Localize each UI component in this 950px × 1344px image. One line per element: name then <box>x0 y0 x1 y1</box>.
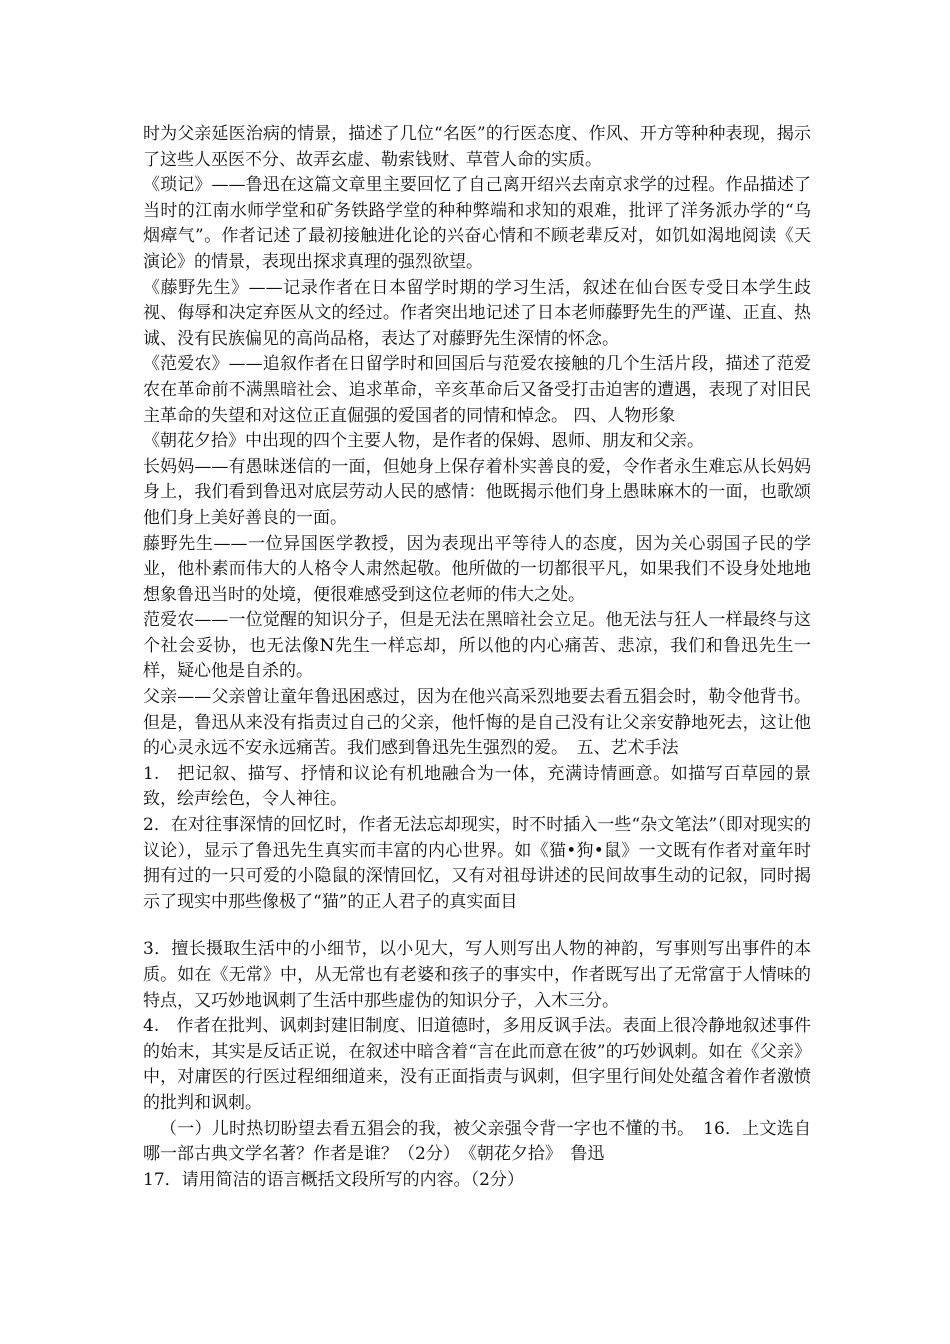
paragraph-technique-1: 1. 把记叙、描写、抒情和议论有机地融合为一体，充满诗情画意。如描写百草园的景致，绘声绘色，令人神往。 <box>143 763 811 810</box>
paragraph-tengye-character: 藤野先生——一位异国医学教授，因为表现出平等待人的态度，因为关心弱国子民的学业，他朴素而伟大的人格令人肃然起敬。他所做的一切都很平凡，如果我们不设身处地地想象鲁迅当时的处境，便很难感受到这位老师的伟大之处。 <box>143 533 811 605</box>
paragraph-question-16: （一）儿时热切盼望去看五猖会的我，被父亲强令背一字也不懂的书。 16．上文选自哪一部古典文学名著？作者是谁？（2分） 《朝花夕拾》 鲁迅 <box>143 1118 811 1165</box>
paragraph-question-17: 17．请用简洁的语言概括文段所写的内容。（2分） <box>143 1169 524 1190</box>
paragraph-technique-3: 3．擅长摄取生活中的小细节，以小见大，写人则写出人物的神韵，写事则写出事件的本质。如在《无常》中，从无常也有老婆和孩子的事实中，作者既写出了无常富于人情味的特点，又巧妙地讽刺了生活中那些虚伪的知识分子，入木三分。 <box>143 939 811 1011</box>
paragraph-technique-2: 2．在对往事深情的回忆时，作者无法忘却现实，时不时插入一些“杂文笔法”（即对现实的议论），显示了鲁迅先生真实而丰富的内心世界。如《猫•狗•鼠》一文既有作者对童年时拥有过的一只可爱的小隐鼠的深情回忆，又有对祖母讲述的民间故事生动的记叙，同时揭示了现实中那些像极了“猫”的正人君子的真实面目 <box>143 815 811 912</box>
paragraph-fanainong: 《范爱农》——追叙作者在日留学时和回国后与范爱农接触的几个生活片段，描述了范爱农在革命前不满黑暗社会、追求革命，辛亥革命后又备受打击迫害的遭遇，表现了对旧民主革命的失望和对这位正直倔强的爱国者的同情和悼念。 四、人物形象 <box>143 354 811 426</box>
blank-line <box>143 915 811 937</box>
paragraph-1: 时为父亲延医治病的情景，描述了几位“名医”的行医态度、作风、开方等种种表现，揭示了这些人巫医不分、故弄玄虚、勒索钱财、草菅人命的实质。 <box>143 124 811 170</box>
paragraph-suoji: 《琐记》——鲁迅在这篇文章里主要回忆了自己离开绍兴去南京求学的过程。作品描述了当时的江南水师学堂和矿务铁路学堂的种种弊端和求知的艰难，批评了洋务派办学的“乌烟瘴气”。作者记述了最初接触进化论的兴奋心情和不顾老辈反对，如饥如渴地阅读《天演论》的情景，表现出探求真理的强烈欲望。 <box>143 175 811 272</box>
paragraph-changmama: 长妈妈——有愚昧迷信的一面，但她身上保存着朴实善良的爱，令作者永生难忘从长妈妈身上，我们看到鲁迅对底层劳动人民的感情：他既揭示他们身上愚昧麻木的一面，也歌颂他们身上美好善良的一面。 <box>143 456 811 528</box>
paragraph-characters-intro: 《朝花夕拾》中出现的四个主要人物，是作者的保姆、恩师、朋友和父亲。 <box>143 431 704 452</box>
paragraph-tengye: 《藤野先生》——记录作者在日本留学时期的学习生活，叙述在仙台医专受日本学生歧视、侮辱和决定弃医从文的经过。作者突出地记述了日本老师藤野先生的严谨、正直、热诚、没有民族偏见的高尚品格，表达了对藤野先生深情的怀念。 <box>143 277 811 349</box>
paragraph-father: 父亲——父亲曾让童年鲁迅困惑过，因为在他兴高采烈地要去看五猖会时，勒令他背书。但是，鲁迅从来没有指责过自己的父亲，他忏悔的是自己没有让父亲安静地死去，这让他的心灵永远不安永远痛苦。我们感到鲁迅先生强烈的爱。 五、艺术手法 <box>143 687 811 759</box>
paragraph-fanainong-character: 范爱农——一位觉醒的知识分子，但是无法在黑暗社会立足。他无法与狂人一样最终与这个社会妥协，也无法像N先生一样忘却，所以他的内心痛苦、悲凉，我们和鲁迅先生一样，疑心他是自杀的。 <box>143 610 811 682</box>
paragraph-technique-4: 4. 作者在批判、讽刺封建旧制度、旧道德时，多用反讽手法。表面上很冷静地叙述事件的始末，其实是反话正说，在叙述中暗含着“言在此而意在彼”的巧妙讽刺。如在《父亲》中，对庸医的行医过程细细道来，没有正面指责与讽刺，但字里行间处处蕴含着作者激愤的批判和讽刺。 <box>143 1016 811 1113</box>
document-page <box>143 122 811 1193</box>
